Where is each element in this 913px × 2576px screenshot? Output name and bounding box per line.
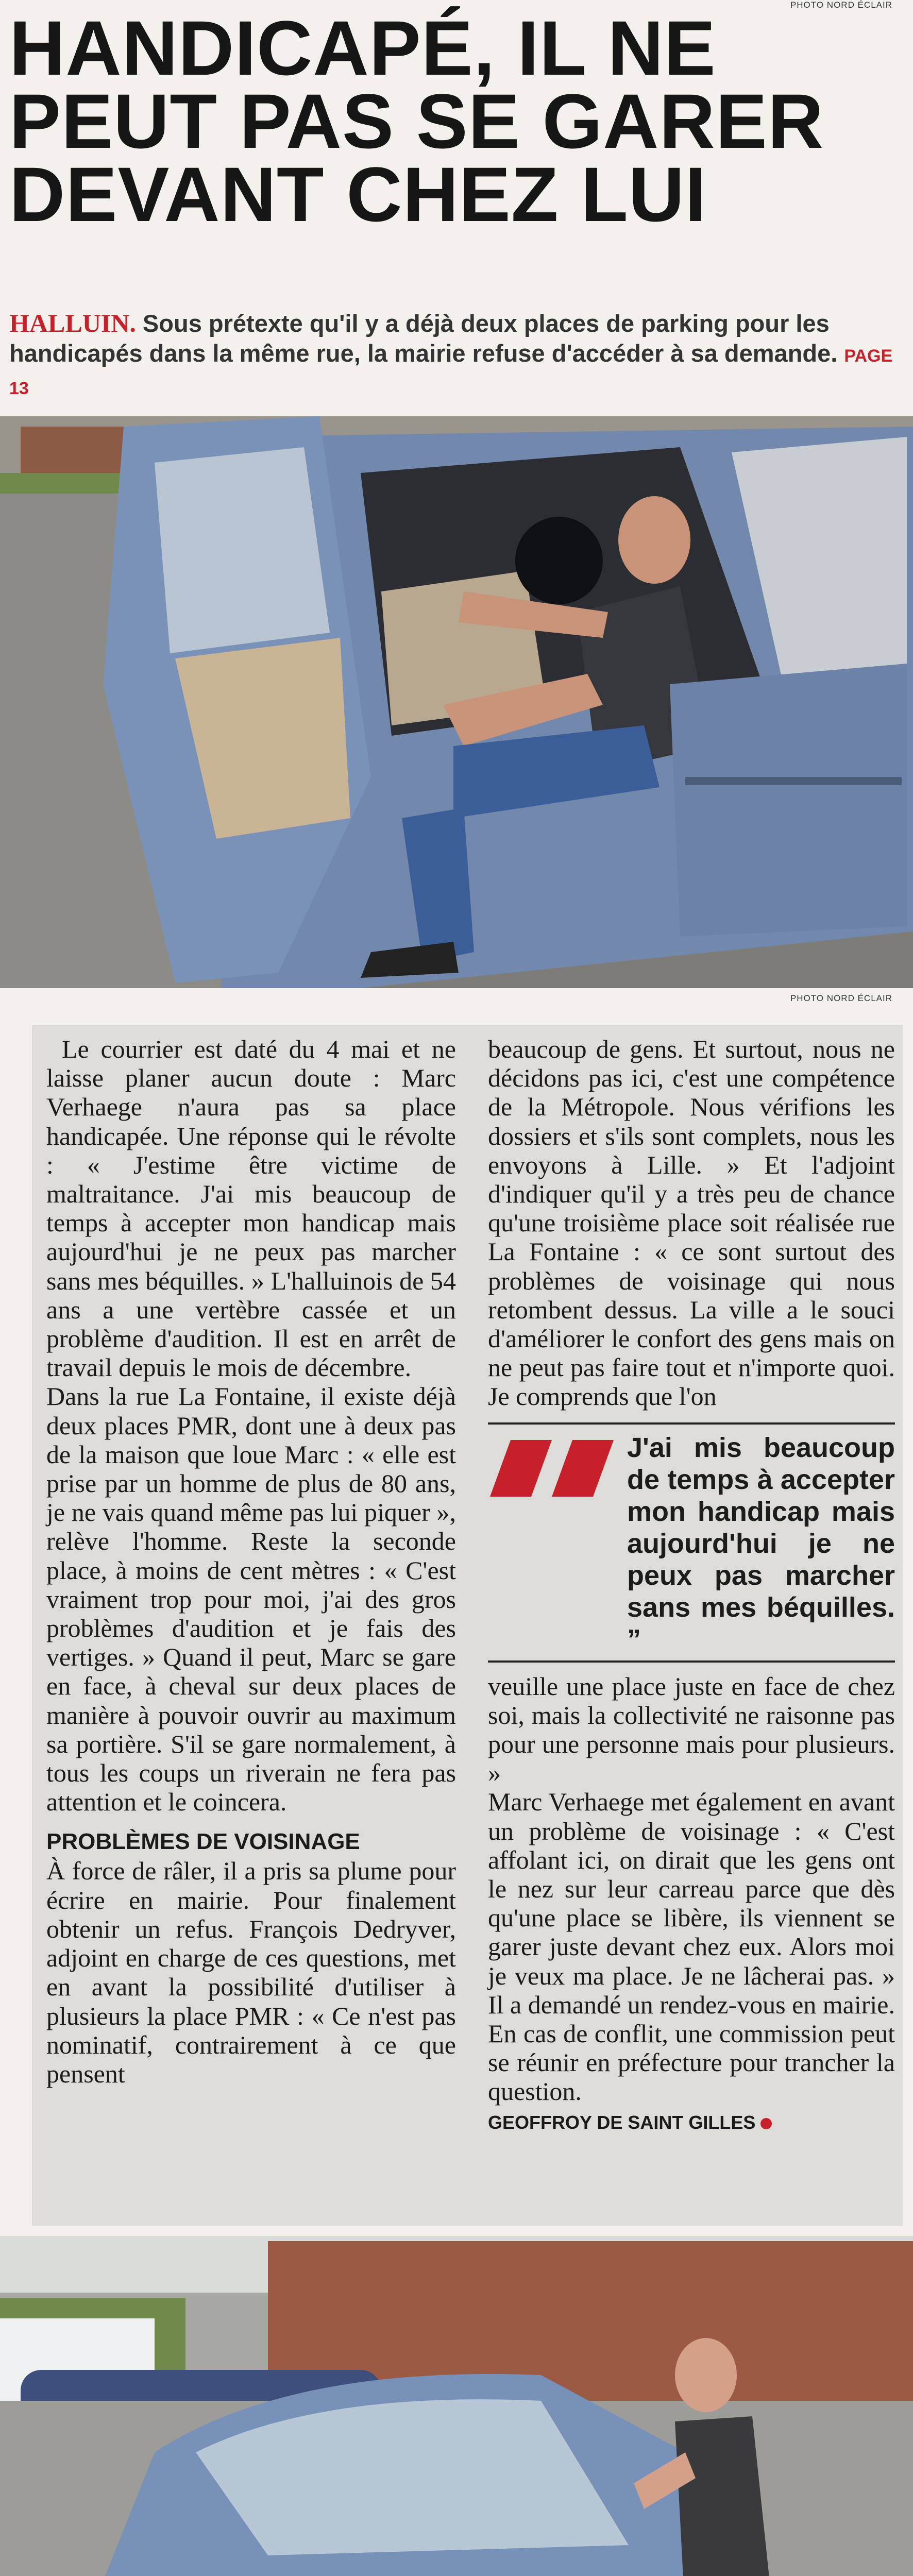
paragraph: Marc Verhaege met également en avant un problème de voisinage : « C'est affolant ici, on dirait que les gens ont le nez sur leur carreau parce que dès qu'une place se libère, ils viennent se garer juste devant chez eux. Alors moi je veux ma place. Je ne lâcherai pas. » Il a demandé un rendez-vous en mairie. En cas de conflit, une commission peut se réunir en préfecture pour trancher la question. — [488, 1787, 895, 2106]
end-mark-icon — [760, 2118, 772, 2129]
pull-quote — [488, 1422, 895, 1663]
article-column-1 — [46, 1035, 456, 2088]
article-column-2 — [488, 1035, 895, 2137]
paragraph: veuille une place juste en face de chez soi, mais la collectivité ne raisonne pas pour une personne mais pour plusieurs. » — [488, 1671, 895, 1788]
street-scene-illustration — [0, 2236, 913, 2576]
byline-author: GEOFFROY DE SAINT GILLES — [488, 2111, 756, 2133]
photo-man-beside-car — [0, 2236, 913, 2576]
deck — [9, 308, 901, 403]
paragraph: Dans la rue La Fontaine, il existe déjà deux places PMR, dont une à deux pas de la maison que loue Marc : « elle est prise par un homme de plus de 80 ans, je ne vais quand même pas lui piquer », relève l'homme. Reste la seconde place, à moins de cent mètres : « C'est vraiment trop pour moi, j'ai des gros problèmes d'audition et je fais des vertiges. » Quand il peut, Marc se gare en face, à cheval sur deux places de manière à pouvoir ouvrir au maximum sa portière. S'il se gare normalement, à tous les coups un riverain ne fera pas attention et le coincera. — [46, 1382, 456, 1817]
headline-line-3: DEVANT CHEZ LUI — [9, 151, 707, 238]
quote-marks-icon — [490, 1440, 619, 1502]
paragraph: beaucoup de gens. Et surtout, nous ne décidons pas ici, c'est une compétence de la Métropole. Nous vérifions les dossiers et s'ils sont complets, nous les envoyons à Lille. » Et l'adjoint d'indiquer qu'il y a très peu de chance qu'une troisième place soit réalisée rue La Fontaine : « ce sont surtout des problèmes de voisinage qui nous retombent dessus. La ville a le souci d'améliorer le confort des gens mais on ne peut pas faire tout et n'importe quoi. Je comprends que l'on — [488, 1035, 895, 1411]
car-interior-illustration — [0, 416, 913, 988]
photo-man-in-car — [0, 416, 913, 988]
paragraph: À force de râler, il a pris sa plume pour écrire en mairie. Pour finalement obtenir un refus. François Dedryver, adjoint en charge de ces questions, met en avant la possibilité d'utiliser à plusieurs la place PMR : « Ce n'est pas nominatif, contrairement à ce que pensent — [46, 1856, 456, 2088]
deck-location: HALLUIN. — [9, 309, 136, 337]
photo-credit-middle: PHOTO NORD ÉCLAIR — [790, 993, 892, 1003]
headline-line-2: PEUT PAS SE GARER — [9, 78, 824, 164]
headline-line-1: HANDICAPÉ, IL NE — [9, 5, 716, 91]
article-body — [32, 1025, 903, 2226]
pull-quote-text: J'ai mis beaucoup de temps à accepter mon handicap mais aujourd'hui je ne peux pas marcher sans mes béquilles. ” — [627, 1432, 895, 1655]
deck-text: Sous prétexte qu'il y a déjà deux places de parking pour les handicapés dans la même rue, la mairie refuse d'accéder à sa demande. — [9, 310, 838, 367]
page-reference[interactable]: PAGE 13 — [9, 346, 893, 398]
paragraph: Le courrier est daté du 4 mai et ne laisse planer aucun doute : Marc Verhaege n'aura pas sa place handicapée. Une réponse qui le révolte : « J'estime être victime de maltraitance. J'ai mis beaucoup de temps à accepter mon handicap mais aujourd'hui je ne peux pas marcher sans mes béquilles. » L'halluinois de 54 ans a une vertèbre cassée et un problème d'audition. Il est en arrêt de travail depuis le mois de décembre. — [46, 1035, 456, 1382]
subheading: PROBLÈMES DE VOISINAGE — [46, 1829, 360, 1855]
byline — [488, 2108, 895, 2137]
photo-credit-top: PHOTO NORD ÉCLAIR — [790, 0, 892, 10]
